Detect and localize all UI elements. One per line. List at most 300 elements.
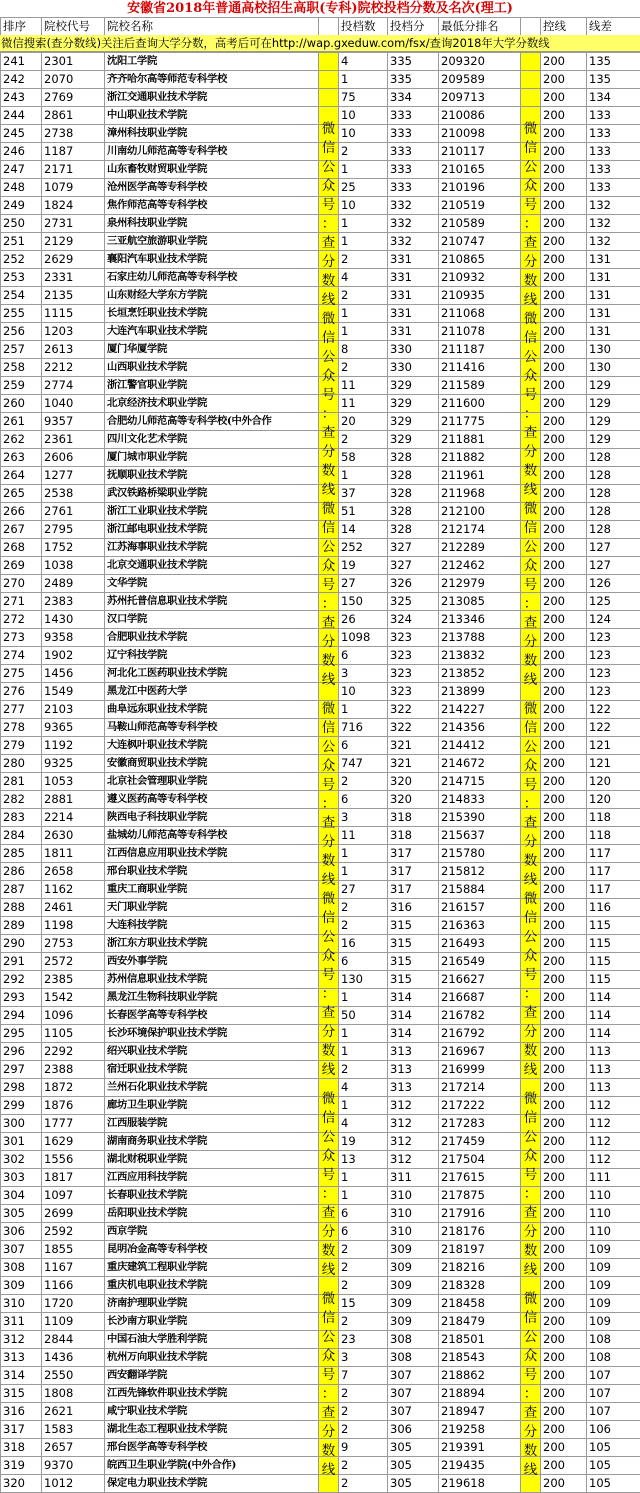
code-cell: 2331 (42, 269, 105, 287)
count-cell: 19 (339, 557, 388, 575)
code-cell: 2613 (42, 341, 105, 359)
count-cell: 6 (339, 953, 388, 971)
line-diff-cell: 125 (587, 593, 640, 611)
score-cell: 333 (388, 125, 439, 143)
code-cell: 1105 (42, 1025, 105, 1043)
side-watermark-text (521, 890, 540, 1080)
line-diff-cell: 131 (587, 269, 640, 287)
count-cell: 1 (339, 233, 388, 251)
rank-cell: 270 (1, 575, 42, 593)
code-cell: 1542 (42, 989, 105, 1007)
rank-cell: 255 (1, 305, 42, 323)
line-diff-cell: 132 (587, 197, 640, 215)
count-cell: 1 (339, 323, 388, 341)
control-line-cell: 200 (541, 1331, 587, 1349)
score-cell: 320 (388, 773, 439, 791)
rank-cell: 269 (1, 557, 42, 575)
side-char: 分 (319, 1423, 338, 1442)
rank-cell: 264 (1, 467, 42, 485)
score-cell: 326 (388, 575, 439, 593)
side-char: 微 (521, 1290, 540, 1309)
line-diff-cell: 109 (587, 1277, 640, 1295)
code-cell: 1096 (42, 1007, 105, 1025)
line-diff-cell: 105 (587, 1475, 640, 1493)
side-char: 查 (319, 814, 338, 833)
side-char: 众 (521, 1347, 540, 1366)
rank-cell: 273 (1, 629, 42, 647)
code-cell: 2538 (42, 485, 105, 503)
col-header-line-diff: 线差 (587, 18, 640, 36)
min-rank-cell: 218543 (439, 1349, 521, 1367)
school-name-cell: 邢台职业技术学院 (105, 863, 319, 881)
side-char: 众 (319, 367, 338, 386)
rank-cell: 290 (1, 935, 42, 953)
score-cell: 331 (388, 269, 439, 287)
min-rank-cell: 216157 (439, 899, 521, 917)
school-name-cell: 长春医学高等专科学校 (105, 1007, 319, 1025)
school-name-cell: 北京交通职业技术学院 (105, 557, 319, 575)
control-line-cell: 200 (541, 719, 587, 737)
code-cell: 2630 (42, 827, 105, 845)
min-rank-cell: 213832 (439, 647, 521, 665)
code-cell: 1109 (42, 1313, 105, 1331)
side-char: 查 (521, 1204, 540, 1223)
control-line-cell: 200 (541, 125, 587, 143)
rank-cell: 246 (1, 143, 42, 161)
min-rank-cell: 211187 (439, 341, 521, 359)
side-char: 数 (319, 652, 338, 671)
yellow-spacer-cell (319, 71, 339, 89)
count-cell: 1 (339, 701, 388, 719)
side-char: 数 (319, 1242, 338, 1261)
count-cell: 50 (339, 1007, 388, 1025)
school-name-cell: 江西服装学院 (105, 1115, 319, 1133)
control-line-cell: 200 (541, 1475, 587, 1493)
control-line-cell: 200 (541, 935, 587, 953)
score-cell: 316 (388, 899, 439, 917)
rank-cell: 302 (1, 1151, 42, 1169)
rank-cell: 282 (1, 791, 42, 809)
school-name-cell: 辽宁科技学院 (105, 647, 319, 665)
school-name-cell: 西安外事学院 (105, 953, 319, 971)
side-char: 号 (319, 386, 338, 405)
score-cell: 328 (388, 467, 439, 485)
side-char: 数 (521, 272, 540, 291)
count-cell: 2 (339, 1457, 388, 1475)
count-cell: 1 (339, 1169, 388, 1187)
side-char: 微 (521, 120, 540, 139)
code-cell: 2135 (42, 287, 105, 305)
side-char: ： (521, 595, 540, 614)
code-cell: 2861 (42, 107, 105, 125)
count-cell: 150 (339, 593, 388, 611)
side-char: 信 (319, 1309, 338, 1328)
side-char: 公 (521, 538, 540, 557)
control-line-cell: 200 (541, 1421, 587, 1439)
line-diff-cell: 113 (587, 1043, 640, 1061)
control-line-cell: 200 (541, 1403, 587, 1421)
side-char: 微 (521, 700, 540, 719)
code-cell: 2774 (42, 377, 105, 395)
score-cell: 310 (388, 1205, 439, 1223)
count-cell: 3 (339, 809, 388, 827)
control-line-cell: 200 (541, 881, 587, 899)
count-cell: 2 (339, 1385, 388, 1403)
school-name-cell: 杭州万向职业技术学院 (105, 1349, 319, 1367)
school-name-cell: 黑龙江生物科技职业学院 (105, 989, 319, 1007)
count-cell: 4 (339, 1115, 388, 1133)
score-cell: 332 (388, 215, 439, 233)
score-cell: 305 (388, 1457, 439, 1475)
line-diff-cell: 107 (587, 1367, 640, 1385)
school-name-cell: 安徽商贸职业技术学院 (105, 755, 319, 773)
score-cell: 328 (388, 503, 439, 521)
control-line-cell: 200 (541, 395, 587, 413)
school-name-cell: 北京经济技术职业学院 (105, 395, 319, 413)
rank-cell: 243 (1, 89, 42, 107)
side-char: 分 (319, 443, 338, 462)
line-diff-cell: 129 (587, 395, 640, 413)
code-cell: 1549 (42, 683, 105, 701)
code-cell: 1115 (42, 305, 105, 323)
score-cell: 314 (388, 1007, 439, 1025)
line-diff-cell: 117 (587, 845, 640, 863)
count-cell: 2 (339, 431, 388, 449)
line-diff-cell: 133 (587, 161, 640, 179)
side-char: 线 (319, 1461, 338, 1480)
school-name-cell: 西安翻译学院 (105, 1367, 319, 1385)
score-cell: 312 (388, 1115, 439, 1133)
control-line-cell: 200 (541, 179, 587, 197)
line-diff-cell: 109 (587, 1259, 640, 1277)
rank-cell: 296 (1, 1043, 42, 1061)
score-cell: 309 (388, 1277, 439, 1295)
rank-cell: 245 (1, 125, 42, 143)
side-char: 微 (319, 700, 338, 719)
line-diff-cell: 109 (587, 1241, 640, 1259)
score-cell: 320 (388, 791, 439, 809)
score-cell: 322 (388, 701, 439, 719)
side-char: 查 (319, 1204, 338, 1223)
line-diff-cell: 128 (587, 467, 640, 485)
side-char: ： (319, 595, 338, 614)
rank-cell: 309 (1, 1277, 42, 1295)
side-char: 公 (521, 158, 540, 177)
min-rank-cell: 217214 (439, 1079, 521, 1097)
side-char: ： (319, 405, 338, 424)
rank-cell: 301 (1, 1133, 42, 1151)
score-cell: 333 (388, 179, 439, 197)
count-cell: 3 (339, 1349, 388, 1367)
line-diff-cell: 118 (587, 809, 640, 827)
control-line-cell: 200 (541, 305, 587, 323)
control-line-cell: 200 (541, 161, 587, 179)
school-name-cell: 浙江交通职业技术学院 (105, 89, 319, 107)
count-cell: 8 (339, 341, 388, 359)
col-header-rank: 排序 (1, 18, 42, 36)
control-line-cell: 200 (541, 269, 587, 287)
code-cell: 2212 (42, 359, 105, 377)
side-char: 公 (319, 348, 338, 367)
control-line-cell: 200 (541, 737, 587, 755)
code-cell: 1430 (42, 611, 105, 629)
score-cell: 313 (388, 1079, 439, 1097)
score-cell: 332 (388, 233, 439, 251)
line-diff-cell: 133 (587, 179, 640, 197)
side-char: 微 (521, 310, 540, 329)
side-char: 众 (521, 557, 540, 576)
min-rank-cell: 217916 (439, 1205, 521, 1223)
line-diff-cell: 127 (587, 557, 640, 575)
min-rank-cell: 210086 (439, 107, 521, 125)
code-cell: 2592 (42, 1223, 105, 1241)
score-cell: 315 (388, 917, 439, 935)
side-watermark-text (319, 700, 338, 890)
code-cell: 1053 (42, 773, 105, 791)
control-line-cell: 200 (541, 1295, 587, 1313)
side-char: 线 (319, 1061, 338, 1080)
code-cell: 1817 (42, 1169, 105, 1187)
side-char: 查 (319, 614, 338, 633)
control-line-cell: 200 (541, 1115, 587, 1133)
rank-cell: 289 (1, 917, 42, 935)
side-char: 信 (521, 1109, 540, 1128)
line-diff-cell: 128 (587, 485, 640, 503)
school-name-cell: 江苏海事职业技术学院 (105, 539, 319, 557)
rank-cell: 319 (1, 1457, 42, 1475)
side-char: 公 (521, 1128, 540, 1147)
rank-cell: 261 (1, 413, 42, 431)
side-char: ： (521, 1185, 540, 1204)
count-cell: 10 (339, 683, 388, 701)
side-char: ： (521, 795, 540, 814)
side-char: 众 (319, 1347, 338, 1366)
min-rank-cell: 212100 (439, 503, 521, 521)
rank-cell: 274 (1, 647, 42, 665)
line-diff-cell: 111 (587, 1169, 640, 1187)
code-cell: 2657 (42, 1439, 105, 1457)
control-line-cell: 200 (541, 575, 587, 593)
score-cell: 312 (388, 1133, 439, 1151)
control-line-cell: 200 (541, 1007, 587, 1025)
count-cell: 37 (339, 485, 388, 503)
side-char: 数 (319, 852, 338, 871)
min-rank-cell: 216999 (439, 1061, 521, 1079)
school-name-cell: 湖北财税职业学院 (105, 1151, 319, 1169)
count-cell: 4 (339, 1079, 388, 1097)
rank-cell: 272 (1, 611, 42, 629)
code-cell: 2795 (42, 521, 105, 539)
side-char: 众 (319, 947, 338, 966)
school-name-cell: 大连科技学院 (105, 917, 319, 935)
code-cell: 2292 (42, 1043, 105, 1061)
rank-cell: 284 (1, 827, 42, 845)
side-char: 分 (521, 253, 540, 272)
code-cell: 1203 (42, 323, 105, 341)
side-char: ： (521, 1385, 540, 1404)
rank-cell: 286 (1, 863, 42, 881)
code-cell: 1876 (42, 1097, 105, 1115)
line-diff-cell: 122 (587, 719, 640, 737)
count-cell: 27 (339, 575, 388, 593)
min-rank-cell: 217615 (439, 1169, 521, 1187)
side-char: 号 (521, 1166, 540, 1185)
side-watermark-text (521, 120, 540, 310)
code-cell: 2489 (42, 575, 105, 593)
count-cell: 23 (339, 1331, 388, 1349)
min-rank-cell: 214227 (439, 701, 521, 719)
code-cell: 1777 (42, 1115, 105, 1133)
count-cell: 1 (339, 467, 388, 485)
min-rank-cell: 215884 (439, 881, 521, 899)
rank-cell: 307 (1, 1241, 42, 1259)
line-diff-cell: 110 (587, 1205, 640, 1223)
side-char: 信 (521, 909, 540, 928)
line-diff-cell: 120 (587, 791, 640, 809)
line-diff-cell: 135 (587, 71, 640, 89)
table-row (1, 89, 640, 107)
yellow-spacer-cell (319, 53, 339, 71)
rank-cell: 263 (1, 449, 42, 467)
score-cell: 321 (388, 737, 439, 755)
school-name-cell: 江西先锋软件职业技术学院 (105, 1385, 319, 1403)
count-cell: 1 (339, 845, 388, 863)
side-char: 线 (319, 481, 338, 500)
side-char: 众 (521, 177, 540, 196)
control-line-cell: 200 (541, 287, 587, 305)
score-cell: 334 (388, 89, 439, 107)
rank-cell: 281 (1, 773, 42, 791)
control-line-cell: 200 (541, 89, 587, 107)
min-rank-cell: 216493 (439, 935, 521, 953)
rank-cell: 320 (1, 1475, 42, 1493)
line-diff-cell: 124 (587, 611, 640, 629)
line-diff-cell: 133 (587, 107, 640, 125)
school-name-cell: 三亚航空旅游职业学院 (105, 233, 319, 251)
line-diff-cell: 128 (587, 521, 640, 539)
side-watermark-text (521, 500, 540, 690)
rank-cell: 254 (1, 287, 42, 305)
score-cell: 324 (388, 611, 439, 629)
count-cell: 6 (339, 737, 388, 755)
code-cell: 2844 (42, 1331, 105, 1349)
count-cell: 252 (339, 539, 388, 557)
score-cell: 328 (388, 521, 439, 539)
school-name-cell: 河北化工医药职业技术学院 (105, 665, 319, 683)
min-rank-cell: 219258 (439, 1421, 521, 1439)
rank-cell: 313 (1, 1349, 42, 1367)
col-header-school: 院校名称 (105, 18, 319, 36)
score-cell: 315 (388, 953, 439, 971)
school-name-cell: 大连枫叶职业技术学院 (105, 737, 319, 755)
code-cell: 2699 (42, 1205, 105, 1223)
score-cell: 327 (388, 539, 439, 557)
score-cell: 330 (388, 359, 439, 377)
side-char: 查 (521, 1404, 540, 1423)
code-cell: 9365 (42, 719, 105, 737)
count-cell: 13 (339, 1151, 388, 1169)
school-name-cell: 四川文化艺术学院 (105, 431, 319, 449)
code-cell: 1192 (42, 737, 105, 755)
school-name-cell: 焦作师范高等专科学校 (105, 197, 319, 215)
code-cell: 1902 (42, 647, 105, 665)
side-char: 公 (521, 928, 540, 947)
min-rank-cell: 218501 (439, 1331, 521, 1349)
score-cell: 329 (388, 413, 439, 431)
rank-cell: 275 (1, 665, 42, 683)
school-name-cell: 合肥职业技术学院 (105, 629, 319, 647)
line-diff-cell: 129 (587, 377, 640, 395)
page-title: 安徽省2018年普通高校招生高职(专科)院校投档分数及名次(理工) (0, 0, 640, 17)
side-char: 数 (521, 462, 540, 481)
rank-cell: 297 (1, 1061, 42, 1079)
school-name-cell: 岳阳职业技术学院 (105, 1205, 319, 1223)
code-cell: 2103 (42, 701, 105, 719)
count-cell: 26 (339, 611, 388, 629)
school-name-cell: 长沙南方职业学院 (105, 1313, 319, 1331)
control-line-cell: 200 (541, 1151, 587, 1169)
school-name-cell: 齐齐哈尔高等师范专科学校 (105, 71, 319, 89)
side-char: 微 (319, 890, 338, 909)
side-char: 分 (521, 633, 540, 652)
min-rank-cell: 211600 (439, 395, 521, 413)
side-char: 查 (319, 1404, 338, 1423)
side-char: 线 (521, 481, 540, 500)
control-line-cell: 200 (541, 413, 587, 431)
side-char: 公 (521, 1328, 540, 1347)
line-diff-cell: 116 (587, 899, 640, 917)
score-cell: 311 (388, 1169, 439, 1187)
side-char: 公 (319, 928, 338, 947)
yellow-spacer-cell (521, 53, 541, 71)
score-cell: 317 (388, 845, 439, 863)
control-line-cell: 200 (541, 1457, 587, 1475)
count-cell: 6 (339, 1205, 388, 1223)
side-watermark-text (319, 120, 338, 310)
rank-cell: 260 (1, 395, 42, 413)
count-cell: 7 (339, 1367, 388, 1385)
side-char: 信 (521, 519, 540, 538)
score-cell: 307 (388, 1367, 439, 1385)
rank-cell: 288 (1, 899, 42, 917)
col-header-spacer (319, 18, 339, 36)
control-line-cell: 200 (541, 989, 587, 1007)
count-cell: 1 (339, 1043, 388, 1061)
side-char: 微 (319, 1290, 338, 1309)
min-rank-cell: 215390 (439, 809, 521, 827)
side-char: 分 (319, 833, 338, 852)
school-name-cell: 宿迁职业技术学院 (105, 1061, 319, 1079)
code-cell: 2550 (42, 1367, 105, 1385)
side-char: 信 (319, 329, 338, 348)
min-rank-cell: 216549 (439, 953, 521, 971)
min-rank-cell: 211775 (439, 413, 521, 431)
control-line-cell: 200 (541, 431, 587, 449)
score-cell: 323 (388, 683, 439, 701)
rank-cell: 312 (1, 1331, 42, 1349)
control-line-cell: 200 (541, 863, 587, 881)
min-rank-cell: 210932 (439, 269, 521, 287)
control-line-cell: 200 (541, 629, 587, 647)
side-char: 查 (319, 424, 338, 443)
control-line-cell: 200 (541, 377, 587, 395)
rank-cell: 318 (1, 1439, 42, 1457)
school-name-cell: 重庆机电职业技术学院 (105, 1277, 319, 1295)
school-name-cell: 长沙环境保护职业技术学院 (105, 1025, 319, 1043)
side-char: 号 (521, 196, 540, 215)
line-diff-cell: 132 (587, 233, 640, 251)
score-cell: 310 (388, 1187, 439, 1205)
